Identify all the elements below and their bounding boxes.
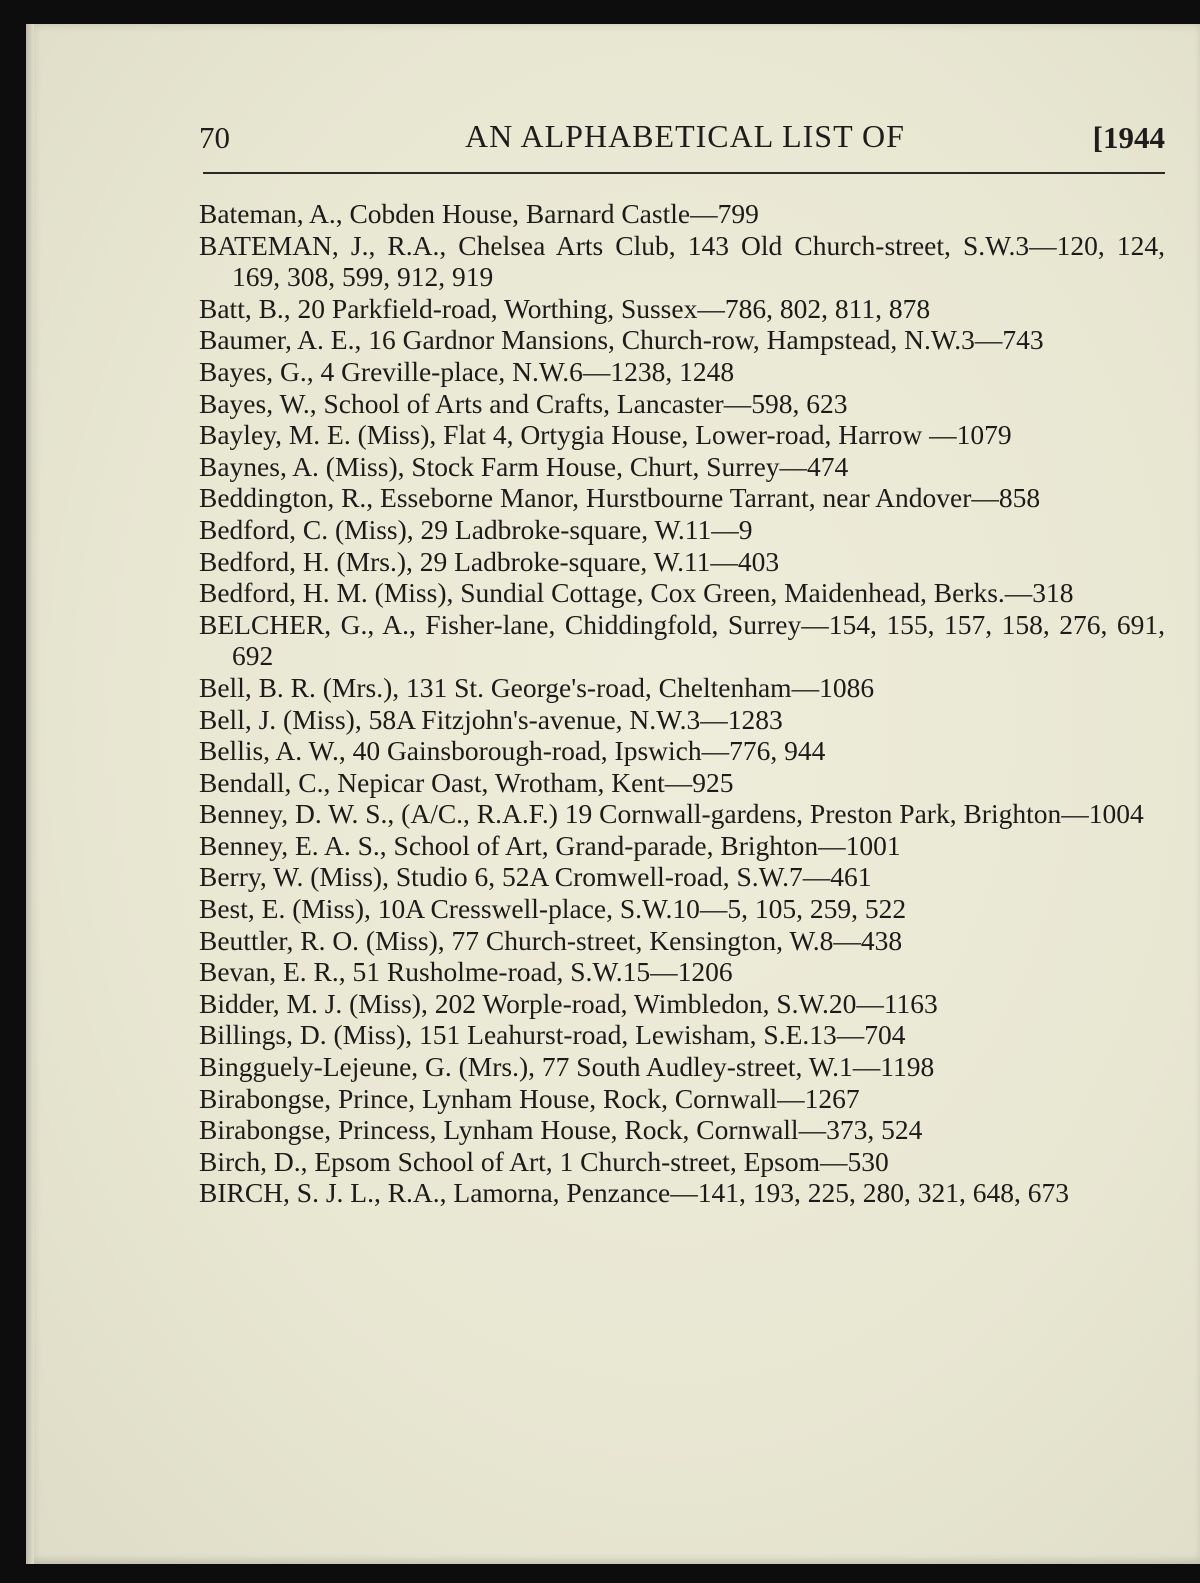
- list-entry: Billings, D. (Miss), 151 Leahurst-road, Lewisham, S.E.13—704: [199, 1019, 906, 1051]
- list-entry: Baumer, A. E., 16 Gardnor Mansions, Church-row, Hampstead, N.W.3—743: [199, 324, 1044, 356]
- list-entry: Bell, B. R. (Mrs.), 131 St. George's-road, Cheltenham—1086: [199, 671, 875, 703]
- list-entry: Bell, J. (Miss), 58A Fitzjohn's-avenue, N.W.3—1283: [199, 703, 783, 735]
- list-entry: Bevan, E. R., 51 Rusholme-road, S.W.15—1206: [199, 956, 733, 988]
- list-entry: Birabongse, Prince, Lynham House, Rock, Cornwall—1267: [199, 1082, 860, 1114]
- list-entry: Beddington, R., Esseborne Manor, Hurstbourne Tarrant, near Andover—858: [199, 482, 1041, 514]
- year-label: [1944: [1092, 120, 1165, 155]
- list-entry: Bidder, M. J. (Miss), 202 Worple-road, Wimbledon, S.W.20—1163: [199, 987, 938, 1019]
- list-entry: Beuttler, R. O. (Miss), 77 Church-street, Kensington, W.8—438: [199, 924, 903, 956]
- list-entry: BIRCH, S. J. L., R.A., Lamorna, Penzance—141, 193, 225, 280, 321, 648, 673: [199, 1177, 1069, 1209]
- list-entry: Birch, D., Epsom School of Art, 1 Church-street, Epsom—530: [199, 1145, 889, 1177]
- list-entry: Benney, E. A. S., School of Art, Grand-parade, Brighton—1001: [199, 829, 901, 861]
- running-title: AN ALPHABETICAL LIST OF: [465, 118, 905, 154]
- list-entry: Berry, W. (Miss), Studio 6, 52A Cromwell-road, S.W.7—461: [199, 861, 872, 893]
- list-entry: Baynes, A. (Miss), Stock Farm House, Churt, Surrey—474: [199, 450, 849, 482]
- list-entry: Batt, B., 20 Parkfield-road, Worthing, Sussex—786, 802, 811, 878: [199, 292, 931, 324]
- list-entry: Birabongse, Princess, Lynham House, Rock, Cornwall—373, 524: [199, 1114, 923, 1146]
- list-entry: Benney, D. W. S., (A/C., R.A.F.) 19 Cornwall-gardens, Preston Park, Brighton—1004: [199, 798, 1144, 830]
- list-entry: Bayley, M. E. (Miss), Flat 4, Ortygia House, Lower-road, Harrow —1079: [199, 419, 1012, 451]
- list-entry: Bayes, W., School of Arts and Crafts, Lancaster—598, 623: [199, 387, 848, 419]
- header-rule: [203, 172, 1165, 174]
- list-entry: Bayes, G., 4 Greville-place, N.W.6—1238, 1248: [199, 355, 735, 387]
- page-number: 70: [199, 120, 230, 155]
- list-entry: BATEMAN, J., R.A., Chelsea Arts Club, 143 Old Church-street, S.W.3—120, 124, 169, 308, 599, 912, 919: [199, 229, 1165, 293]
- entry-list: [199, 198, 1165, 1209]
- list-entry: Bateman, A., Cobden House, Barnard Castle—799: [199, 198, 759, 229]
- list-entry: Bedford, H. M. (Miss), Sundial Cottage, Cox Green, Maidenhead, Berks.—318: [199, 577, 1074, 609]
- running-header: [199, 116, 1165, 162]
- list-entry: Bedford, C. (Miss), 29 Ladbroke-square, W.11—9: [199, 513, 753, 545]
- page-edge: [26, 24, 34, 1564]
- list-entry: Bingguely-Lejeune, G. (Mrs.), 77 South Audley-street, W.1—1198: [199, 1051, 935, 1083]
- list-entry: Bedford, H. (Mrs.), 29 Ladbroke-square, W.11—403: [199, 545, 780, 577]
- list-entry: Bellis, A. W., 40 Gainsborough-road, Ipswich—776, 944: [199, 735, 826, 767]
- list-entry: Best, E. (Miss), 10A Cresswell-place, S.W.10—5, 105, 259, 522: [199, 893, 907, 925]
- list-entry: BELCHER, G., A., Fisher-lane, Chiddingfold, Surrey—154, 155, 157, 158, 276, 691, 692: [199, 608, 1165, 672]
- list-entry: Bendall, C., Nepicar Oast, Wrotham, Kent—925: [199, 766, 734, 798]
